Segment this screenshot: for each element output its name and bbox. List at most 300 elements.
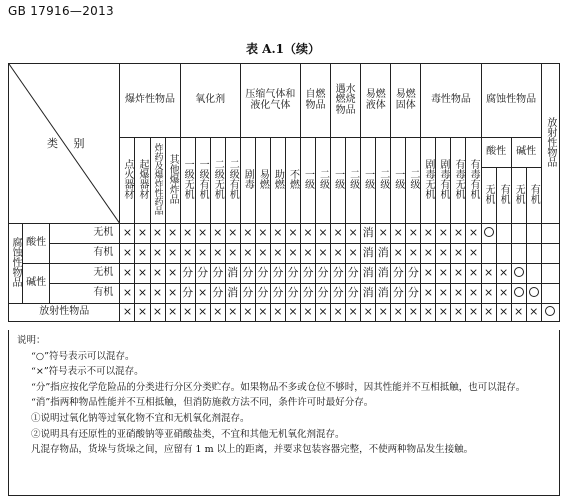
table-cell [150,244,165,264]
group-header-corrosive: 腐蚀性物品 [481,64,541,138]
table-cell [346,224,361,244]
cell-symbol: × [198,305,208,319]
table-cell [451,304,466,322]
cell-symbol: × [198,246,208,260]
cell-symbol: × [122,305,133,319]
table-cell [150,224,165,244]
group-header-explosive: 爆炸性物品 [120,64,180,138]
table-cell [421,224,436,244]
table-cell [225,264,240,284]
cell-symbol: × [167,266,178,280]
row-label-alkali: 碱性 [23,264,50,304]
cell-symbol: × [363,305,373,319]
table-cell [195,284,210,304]
cell-symbol: × [167,246,178,260]
table-cell [451,264,466,284]
table-cell [541,304,559,322]
table-cell [406,244,421,264]
group-header-flam-solid: 易燃固体 [391,64,421,138]
cell-symbol: 分 [182,266,194,280]
table-cell [376,244,391,264]
cell-symbol: × [152,266,163,280]
cell-symbol: × [183,246,193,260]
cell-symbol: × [243,246,253,260]
cell-symbol: × [273,305,283,319]
circle-icon [514,287,524,297]
table-cell [541,244,559,264]
table-title: 表 A.1（续） [245,42,321,56]
table-row [9,284,560,304]
corner-label: 类 别 [47,137,91,150]
sub-header: 二级 [406,138,421,224]
note-line: ②说明具有还原性的亚硝酸钠等亚硝酸盐类，不宜和其他无机氧化剂混存。 [31,428,345,440]
table-cell [270,244,285,264]
table-cell [481,284,496,304]
table-cell [285,304,300,322]
cell-symbol: × [438,246,449,260]
table-cell [225,304,240,322]
table-cell [436,224,451,244]
cell-symbol: × [318,246,328,260]
table-cell [421,264,436,284]
table-cell [180,244,195,264]
cell-symbol: 分 [182,286,194,300]
cell-symbol: × [137,305,148,319]
table-cell [421,284,436,304]
table-cell [331,284,346,304]
cell-symbol: × [498,305,509,319]
cell-symbol: × [122,246,133,260]
table-cell [511,264,526,284]
cell-symbol: 分 [287,286,299,300]
cell-symbol: 分 [392,286,404,300]
table-cell [481,264,496,284]
notes-block [8,330,560,496]
cell-symbol: × [348,305,358,319]
sub-header: 剧毒 [240,138,255,224]
table-cell [255,244,270,264]
row-label-acid: 酸性 [23,224,50,264]
table-cell [210,244,225,264]
cell-symbol: 分 [212,266,224,280]
cell-symbol: 消 [227,286,239,300]
cell-symbol: × [453,286,464,300]
row-label-inorganic: 无机 [50,224,120,244]
cell-symbol: 分 [347,266,359,280]
note-line: 说明： [17,335,46,346]
table-cell [285,264,300,284]
cell-symbol: 分 [257,266,269,280]
cell-symbol: × [408,305,418,319]
cell-symbol: × [514,305,524,319]
table-cell [165,224,180,244]
table-cell [135,264,150,284]
corner-cell [9,64,120,224]
cell-symbol: × [483,305,494,319]
cell-symbol: × [378,226,388,240]
sub-header: 不燃 [285,138,300,224]
note-line: “○”符号表示可以混存。 [31,350,135,362]
group-header-radioactive: 放射性物品 [541,64,559,224]
row-label-inorganic: 无机 [50,264,120,284]
sub-header: 剧毒有机 [436,138,451,224]
row-label-outer: 腐蚀性物品 [9,224,23,304]
table-cell [255,224,270,244]
cell-symbol: × [468,246,479,260]
table-row [9,264,560,284]
table-cell [421,304,436,322]
table-cell [541,224,559,244]
table-cell [361,304,376,322]
row-label-radioactive: 放射性物品 [9,304,120,322]
table-cell [165,244,180,264]
table-cell [436,304,451,322]
table-cell [270,284,285,304]
cell-symbol: × [303,246,313,260]
table-cell [346,244,361,264]
table-cell [391,244,406,264]
table-cell [541,284,559,304]
cell-symbol: 分 [317,266,329,280]
table-cell [406,304,421,322]
table-cell [120,244,135,264]
sub-header-acid: 酸性 [481,138,511,168]
table-cell [270,224,285,244]
cell-symbol: × [303,226,313,240]
table-cell [331,264,346,284]
table-cell [526,224,541,244]
sub-header: 二级无机 [210,138,225,224]
cell-symbol: × [393,246,403,260]
table-cell [496,284,511,304]
cell-symbol: 分 [242,286,254,300]
table-cell [331,304,346,322]
table-row [9,224,560,244]
table-cell [300,284,315,304]
sub-header: 一级无机 [180,138,195,224]
table-cell [255,264,270,284]
sub-header: 有机 [526,168,541,224]
cell-symbol: 消 [362,226,374,240]
table-cell [210,264,225,284]
table-cell [466,284,481,304]
cell-symbol: × [393,226,403,240]
sub-header: 二级 [346,138,361,224]
table-cell [285,224,300,244]
cell-symbol: × [453,266,464,280]
row-label-organic: 有机 [50,244,120,264]
cell-symbol: × [333,246,343,260]
table-cell [316,224,331,244]
cell-symbol: 分 [197,266,209,280]
sub-header: 二级 [316,138,331,224]
cell-symbol: × [438,226,449,240]
table-cell [511,224,526,244]
cell-symbol: × [333,305,343,319]
circle-icon [529,287,539,297]
cell-symbol: × [152,246,163,260]
table-cell [300,264,315,284]
table-cell [391,264,406,284]
table-cell [240,304,255,322]
cell-symbol: × [198,226,208,240]
cell-symbol: × [183,226,193,240]
table-cell [406,224,421,244]
cell-symbol: × [288,226,298,240]
cell-symbol: × [453,226,464,240]
table-cell [451,224,466,244]
table-cell [496,304,511,322]
table-cell [346,264,361,284]
cell-symbol: × [228,226,238,240]
note-line: 凡混存物品，货垛与货垛之间，应留有 1 m 以上的距离，并要求包装容器完整，不使两种物品发生接触。 [31,444,474,456]
table-cell [376,224,391,244]
table-cell [376,284,391,304]
cell-symbol: 分 [212,286,224,300]
cell-symbol: 消 [377,246,389,260]
cell-symbol: × [167,305,178,319]
cell-symbol: 分 [242,266,254,280]
cell-symbol: 消 [377,266,389,280]
cell-symbol: × [273,246,283,260]
sub-header: 二级有机 [225,138,240,224]
table-cell [120,264,135,284]
cell-symbol: × [408,226,418,240]
sub-header: 一级 [391,138,406,224]
sub-header: 无机 [511,168,526,224]
table-cell [391,224,406,244]
table-cell [240,244,255,264]
sub-header: 一级 [331,138,346,224]
table-cell [496,224,511,244]
table-cell [316,244,331,264]
note-line: “分”指应按化学危险品的分类进行分区分类贮存。如果物品不多或仓位不够时，因其性能并不互相抵触，也可以混存。 [31,381,526,393]
cell-symbol: × [198,286,208,300]
sub-header: 无机 [481,168,496,224]
table-cell [210,284,225,304]
cell-symbol: × [213,226,223,240]
table-cell [436,264,451,284]
cell-symbol: × [258,226,268,240]
table-cell [150,284,165,304]
sub-header: 有毒有机 [466,138,481,224]
cell-symbol: × [498,266,509,280]
table-cell [406,264,421,284]
cell-symbol: × [243,305,253,319]
table-cell [436,244,451,264]
cell-symbol: × [167,286,178,300]
cell-symbol: 分 [347,286,359,300]
cell-symbol: × [333,226,343,240]
table-cell [120,304,135,322]
sub-header-alkali: 碱性 [511,138,541,168]
cell-symbol: × [453,246,464,260]
cell-symbol: × [408,246,418,260]
table-cell [135,224,150,244]
note-line: ①说明过氧化钠等过氧化物不宜和无机氧化剂混存。 [31,412,250,424]
group-header-toxic: 毒性物品 [421,64,481,138]
cell-symbol: × [258,305,268,319]
table-cell [225,244,240,264]
table-cell [481,224,496,244]
cell-symbol: × [453,305,464,319]
table-cell [270,304,285,322]
cell-symbol: × [318,226,328,240]
table-cell [391,284,406,304]
cell-symbol: × [303,305,313,319]
sub-header: 点火器材 [120,138,135,224]
cell-symbol: × [318,305,328,319]
cell-symbol: × [228,246,238,260]
cell-symbol: × [378,305,388,319]
cell-symbol: 消 [362,246,374,260]
group-header-autoignite: 自燃物品 [300,64,330,138]
table-cell [436,284,451,304]
table-cell [391,304,406,322]
table-cell [225,224,240,244]
table-cell [135,284,150,304]
table-cell [165,304,180,322]
cell-symbol: × [393,305,403,319]
table-cell [240,264,255,284]
cell-symbol: × [288,246,298,260]
table-cell [346,284,361,304]
table-cell [451,284,466,304]
table-cell [300,224,315,244]
sub-header: 其他爆炸品 [165,138,180,224]
cell-symbol: 分 [332,266,344,280]
sub-header: 起爆器材 [135,138,150,224]
sub-header: 一级 [300,138,315,224]
table-cell [376,264,391,284]
sub-header: 易燃 [255,138,270,224]
cell-symbol: × [348,226,358,240]
cell-symbol: × [273,226,283,240]
table-cell [165,284,180,304]
table-cell [451,244,466,264]
table-cell [300,304,315,322]
cell-symbol: 分 [407,286,419,300]
table-cell [150,264,165,284]
table-cell [180,224,195,244]
table-cell [361,244,376,264]
table-cell [361,284,376,304]
table-cell [240,284,255,304]
cell-symbol: × [152,226,163,240]
table-cell [165,264,180,284]
cell-symbol: 消 [227,266,239,280]
table-cell [135,244,150,264]
cell-symbol: × [348,246,358,260]
cell-symbol: × [468,286,479,300]
table-cell [285,244,300,264]
cell-symbol: × [498,286,509,300]
table-cell [496,244,511,264]
cell-symbol: × [152,305,163,319]
table-cell [466,224,481,244]
table-cell [526,264,541,284]
cell-symbol: × [468,226,479,240]
table-cell [331,244,346,264]
cell-symbol: × [167,226,178,240]
group-header-flam-liquid: 易燃液体 [361,64,391,138]
cell-symbol: × [423,286,433,300]
cell-symbol: 分 [392,266,404,280]
table-cell [526,284,541,304]
table-cell [526,244,541,264]
table-cell [496,264,511,284]
table-cell [376,304,391,322]
cell-symbol: 消 [362,266,374,280]
note-line: “×”符号表示不可以混存。 [31,366,144,378]
cell-symbol: 消 [362,286,374,300]
cell-symbol: 分 [317,286,329,300]
cell-symbol: × [438,266,449,280]
table-cell [481,244,496,264]
table-cell [285,284,300,304]
table-cell [210,224,225,244]
table-cell [180,264,195,284]
circle-icon [484,227,494,237]
sub-header: 炸药及爆炸性药品 [150,138,165,224]
table-cell [255,284,270,304]
cell-symbol: 分 [332,286,344,300]
cell-symbol: × [438,305,449,319]
cell-symbol: × [468,266,479,280]
sub-header: 有机 [496,168,511,224]
sub-header: 有毒无机 [451,138,466,224]
table-cell [195,304,210,322]
cell-symbol: 分 [272,286,284,300]
cell-symbol: × [288,305,298,319]
table-cell [466,264,481,284]
cell-symbol: 消 [377,286,389,300]
cell-symbol: × [468,305,479,319]
cell-symbol: × [529,305,539,319]
table-row [9,244,560,264]
cell-symbol: × [213,246,223,260]
cell-symbol: × [152,286,163,300]
cell-symbol: × [183,305,193,319]
cell-symbol: × [137,266,148,280]
table-cell [541,264,559,284]
table-cell [270,264,285,284]
cell-symbol: × [258,246,268,260]
table-cell [120,224,135,244]
table-cell [526,304,541,322]
circle-icon [514,267,524,277]
cell-symbol: 分 [302,266,314,280]
cell-symbol: 分 [272,266,284,280]
table-cell [466,244,481,264]
cell-symbol: 分 [302,286,314,300]
table-cell [421,244,436,264]
note-line: “消”指两种物品性能并不互相抵触，但消防施救方法不同，条件许可时最好分存。 [31,397,374,409]
table-cell [511,284,526,304]
standard-number: GB 17916—2013 [8,4,114,18]
table-cell [195,244,210,264]
table-row [9,304,560,322]
table-cell [466,304,481,322]
cell-symbol: × [122,266,133,280]
table-cell [225,284,240,304]
cell-symbol: × [137,246,148,260]
cell-symbol: × [122,226,133,240]
sub-header: 二级 [376,138,391,224]
cell-symbol: × [423,305,433,319]
cell-symbol: × [423,266,433,280]
table-cell [180,284,195,304]
